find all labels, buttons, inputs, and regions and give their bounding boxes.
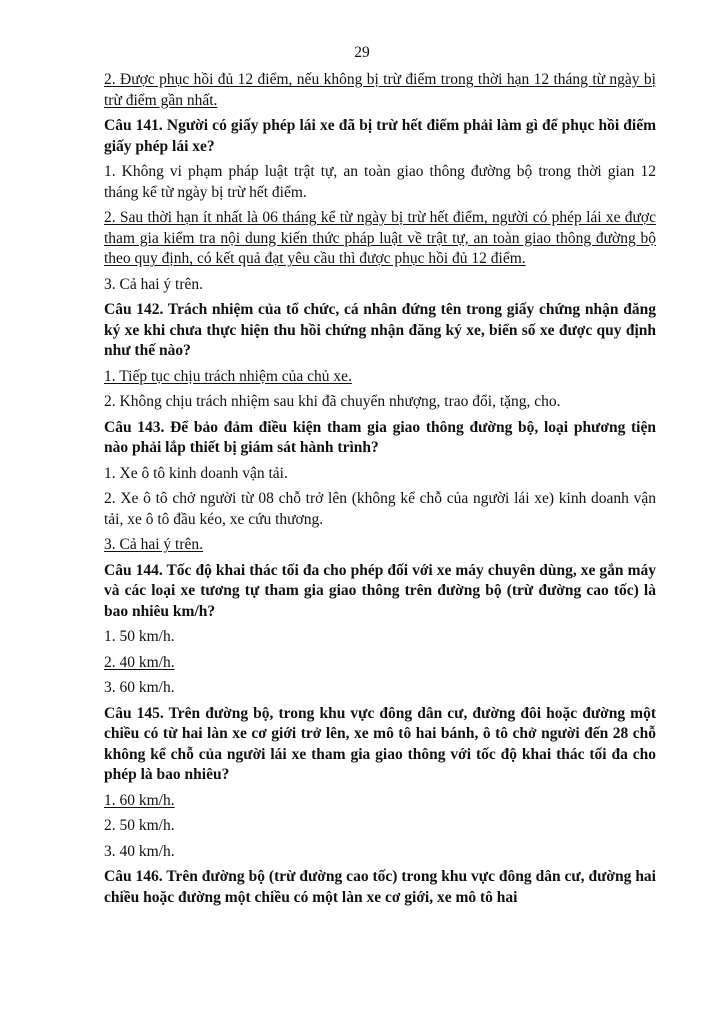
- answer-144-2: 2. 40 km/h.: [104, 653, 175, 671]
- answer-144-1: 1. 50 km/h.: [104, 628, 175, 645]
- answer-141-3: 3. Cả hai ý trên.: [104, 275, 204, 293]
- answer-141-2: 2. Sau thời hạn ít nhất là 06 tháng kể từ ngày bị trừ hết điểm, người có phép lái xe được tham gia kiểm tra nội dung kiến thức pháp luật về trật tự, an toàn giao thông đường bộ theo quy định, có kết quả đạt yêu cầu thì được phục hồi đủ 12 điểm.: [104, 209, 656, 267]
- answer-144-3: 3. 60 km/h.: [104, 679, 175, 696]
- question-141: Câu 141. Người có giấy phép lái xe đã bị trừ hết điểm phải làm gì để phục hồi điểm giấy phép lái xe?: [104, 117, 656, 155]
- answer-143-2: 2. Xe ô tô chở người từ 08 chỗ trở lên (không kể chỗ của người lái xe) kinh doanh vận tải, xe ô tô đầu kéo, xe cứu thương.: [104, 490, 656, 528]
- page-number: 29: [354, 44, 370, 61]
- answer-145-1: 1. 60 km/h.: [104, 791, 175, 809]
- document-body: [104, 70, 656, 913]
- answer-145-2: 2. 50 km/h.: [104, 817, 175, 834]
- question-146: Câu 146. Trên đường bộ (trừ đường cao tốc) trong khu vực đông dân cư, đường hai chiều hoặc đường một chiều có một làn xe cơ giới, xe mô tô hai: [104, 868, 656, 906]
- question-142: Câu 142. Trách nhiệm của tổ chức, cá nhân đứng tên trong giấy chứng nhận đăng ký xe khi chưa thực hiện thu hồi chứng nhận đăng ký xe, biển số xe được quy định như thế nào?: [104, 301, 656, 359]
- question-144: Câu 144. Tốc độ khai thác tối đa cho phép đối với xe máy chuyên dùng, xe gắn máy và các loại xe tương tự tham gia giao thông trên đường bộ (trừ đường cao tốc) là bao nhiêu km/h?: [104, 561, 656, 620]
- answer-141-1: 1. Không vi phạm pháp luật trật tự, an toàn giao thông đường bộ trong thời gian 12 tháng kể từ ngày bị trừ hết điểm.: [104, 163, 656, 201]
- question-145: Câu 145. Trên đường bộ, trong khu vực đông dân cư, đường đôi hoặc đường một chiều có từ hai làn xe cơ giới trở lên, xe mô tô hai bánh, ô tô chở người đến 28 chỗ không kể chỗ của người lái xe tham gia giao thông với tốc độ khai thác tối đa cho phép là bao nhiêu?: [104, 704, 656, 783]
- answer-142-2: 2. Không chịu trách nhiệm sau khi đã chuyển nhượng, trao đổi, tặng, cho.: [104, 393, 561, 410]
- answer-145-3: 3. 40 km/h.: [104, 842, 175, 860]
- answer-142-1: 1. Tiếp tục chịu trách nhiệm của chủ xe.: [104, 367, 352, 385]
- answer-140-2: 2. Được phục hồi đủ 12 điểm, nếu không bị trừ điểm trong thời hạn 12 tháng từ ngày bị trừ điểm gần nhất.: [104, 71, 656, 109]
- question-143: Câu 143. Để bảo đảm điều kiện tham gia giao thông đường bộ, loại phương tiện nào phải lắp thiết bị giám sát hành trình?: [104, 418, 656, 456]
- answer-143-3: 3. Cả hai ý trên.: [104, 536, 204, 553]
- answer-143-1: 1. Xe ô tô kinh doanh vận tải.: [104, 464, 288, 482]
